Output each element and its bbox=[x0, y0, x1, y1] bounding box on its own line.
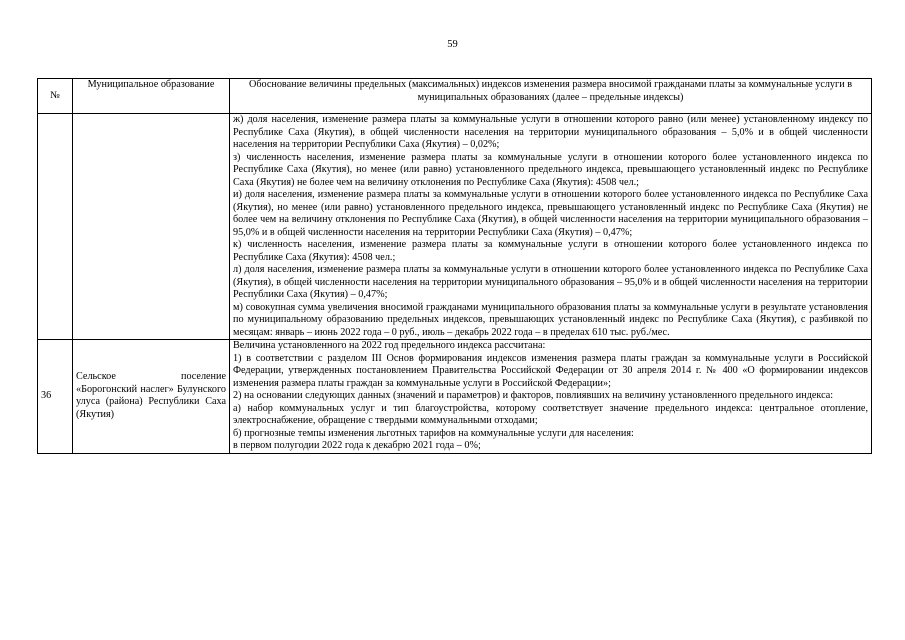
row-number bbox=[38, 114, 73, 340]
table-row-36 bbox=[38, 340, 872, 454]
paragraph-z: з) численность населения, изменение размера платы за коммунальные услуги в отношении которого более установленного индекса по Республике Саха (Якутия), но менее (или равно) установленного предельного индекса, превышающего установленный индекс по Республике Саха (Якутия) не более чем на величину отклонения по Республике Саха (Якутия): 4508 чел.; bbox=[233, 151, 868, 188]
header-municipality: Муниципальное образование bbox=[73, 79, 230, 114]
page-number: 59 bbox=[447, 39, 458, 50]
paragraph-a: а) набор коммунальных услуг и тип благоустройства, которому соответствует значение предельного индекса: центральное отопление, электроснабжение, обращение с твердыми коммунальными отходами; bbox=[233, 402, 868, 426]
limit-index-table bbox=[37, 78, 872, 454]
paragraph-i: и) доля населения, изменение размера платы за коммунальные услуги в отношении которого более установленного индекса по Республике Саха (Якутия), но менее (или равно) установленного предельного индекса, превышающего установленный индекс по Республике Саха (Якутия) не более чем на величину отклонения по Республике Саха (Якутия), в общей численности населения на территории муниципального образования – 95,0% и в общей численности населения на территории Республики Саха (Якутия) – 0,47%; bbox=[233, 189, 868, 238]
row-justification bbox=[230, 340, 872, 454]
header-number: № bbox=[38, 79, 73, 114]
paragraph-2: 2) на основании следующих данных (значений и параметров) и факторов, повлиявших на величину установленного предельного индекса: bbox=[233, 390, 834, 401]
row-justification bbox=[230, 114, 872, 340]
paragraph-m: м) совокупная сумма увеличения вносимой гражданами муниципального образования платы за коммунальные услуги в результате установления по муниципальному образованию предельных индексов, превышающих установленный индекс по Республике Саха (Якутия), с разбивкой по месяцам: январь – июнь 2022 года – 0 руб., июль – декабрь 2022 года – в пределах 610 тыс. руб./мес. bbox=[233, 301, 868, 338]
header-justification: Обоснование величины предельных (максимальных) индексов изменения размера вносимой гражданами платы за коммунальные услуги в муниципальных образованиях (далее – предельные индексы) bbox=[230, 79, 872, 114]
paragraph-l: л) доля населения, изменение размера платы за коммунальные услуги в отношении которого более установленного индекса по Республике Саха (Якутия), в общей численности населения на территории муниципального образования – 95,0% и в общей численности населения на территории Республики Саха (Якутия) – 0,47%; bbox=[233, 264, 868, 300]
row-municipality bbox=[73, 114, 230, 340]
paragraph-intro: Величина установленного на 2022 год предельного индекса рассчитана: bbox=[233, 340, 546, 351]
table-header-row bbox=[38, 79, 872, 114]
table-row-continuation bbox=[38, 114, 872, 340]
municipality-name: Сельское поселение «Борогонский наслег» Булунского улуса (района) Республики Саха (Якутия) bbox=[76, 371, 226, 420]
paragraph-zh: ж) доля населения, изменение размера платы за коммунальные услуги в отношении которого равно (или менее) установленному индексу по Республике Саха (Якутия), в общей численности населения на территории муниципального образования – 5,0% и в общей численности населения на территории Республики Саха (Якутия) – 0,02%; bbox=[233, 114, 868, 150]
paragraph-b-first-half: в первом полугодии 2022 года к декабрю 2021 года – 0%; bbox=[233, 440, 481, 451]
paragraph-1: 1) в соответствии с разделом III Основ формирования индексов изменения размера платы граждан за коммунальные услуги в Российской Федерации, утвержденных постановлением Правительства Российской Федерации от 30 апреля 2014 г. № 400 «О формировании индексов изменения размера платы граждан за коммунальные услуги в Российской Федерации»; bbox=[233, 352, 868, 389]
paragraph-k: к) численность населения, изменение размера платы за коммунальные услуги в отношении которого более установленного индекса по Республике Саха (Якутия): 4508 чел.; bbox=[233, 239, 868, 263]
row-number: 36 bbox=[38, 340, 73, 454]
paragraph-b: б) прогнозные темпы изменения льготных тарифов на коммунальные услуги для населения: bbox=[233, 427, 634, 439]
row-municipality bbox=[73, 340, 230, 454]
